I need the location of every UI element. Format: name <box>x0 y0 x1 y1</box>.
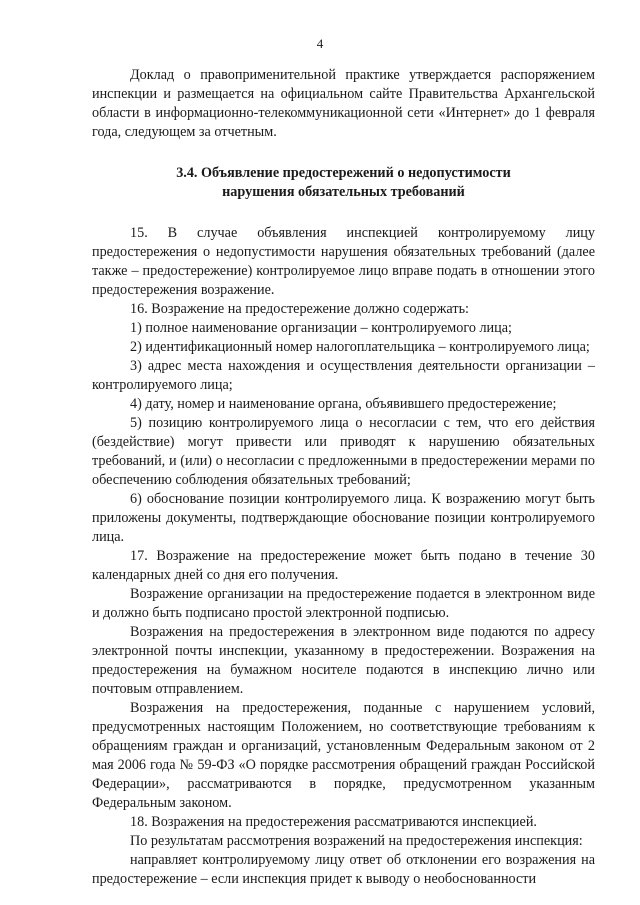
paragraph-15: 15. В случае объявления инспекцией контролируемому лицу предостережения о недопустимости нарушения обязательных требований (далее также – предостережение) контролируемое лицо вправе подать в отношении этого предостережения возражение. <box>92 225 595 298</box>
paragraph-18: 18. Возражения на предостережения рассматриваются инспекцией. <box>130 814 537 830</box>
list-item-1: 1) полное наименование организации – контролируемого лица; <box>130 320 512 336</box>
paragraph-electronic-submission: Возражение организации на предостережение подается в электронном виде и должно быть подписано простой электронной подписью. <box>92 586 595 621</box>
list-item-4: 4) дату, номер и наименование органа, объявившего предостережение; <box>130 396 557 412</box>
paragraph-17: 17. Возражение на предостережение может быть подано в течение 30 календарных дней со дня его получения. <box>92 548 595 583</box>
section-heading-line-1: 3.4. Объявление предостережений о недопустимости <box>176 165 511 181</box>
document-body <box>92 66 595 889</box>
page-number: 4 <box>316 36 324 51</box>
paragraph-response: направляет контролируемому лицу ответ об отклонении его возражения на предостережение – если инспекция придет к выводу о необоснованности <box>92 852 595 887</box>
list-item-3: 3) адрес места нахождения и осуществления деятельности организации – контролируемого лица; <box>92 358 595 393</box>
paragraph-violations: Возражения на предостережения, поданные с нарушением условий, предусмотренных настоящим Положением, но соответствующие требованиям к обращениям граждан и организаций, установленным Федеральным законом от 2 мая 2006 года № 59-ФЗ «О порядке рассмотрения обращений граждан Российской Федерации», рассматриваются в порядке, предусмотренном указанным Федеральным законом. <box>92 700 595 811</box>
paragraph-16: 16. Возражение на предостережение должно содержать: <box>130 301 469 317</box>
paragraph-submission-address: Возражения на предостережения в электронном виде подаются по адресу электронной почты инспекции, указанному в предостережении. Возражения на предостережения на бумажном носителе подаются в инспекцию лично или почтовым отправлением. <box>92 624 595 697</box>
list-item-6: 6) обоснование позиции контролируемого лица. К возражению могут быть приложены документы, подтверждающие обоснование позиции контролируемого лица. <box>92 491 595 545</box>
paragraph-results: По результатам рассмотрения возражений на предостережения инспекция: <box>130 833 583 849</box>
list-item-5: 5) позицию контролируемого лица о несогласии с тем, что его действия (бездействие) могут привести или приводят к нарушению обязательных требований, и (или) о несогласии с предложенными в предостережении мерами по обеспечению соблюдения обязательных требований; <box>92 415 595 488</box>
section-heading-line-2: нарушения обязательных требований <box>222 184 465 200</box>
section-heading <box>92 164 595 202</box>
intro-paragraph: Доклад о правоприменительной практике утверждается распоряжением инспекции и размещается на официальном сайте Правительства Архангельской области в информационно-телекоммуникационной сети «Интернет» до 1 февраля года, следующем за отчетным. <box>92 67 595 140</box>
list-item-2: 2) идентификационный номер налогоплательщика – контролируемого лица; <box>130 339 590 355</box>
